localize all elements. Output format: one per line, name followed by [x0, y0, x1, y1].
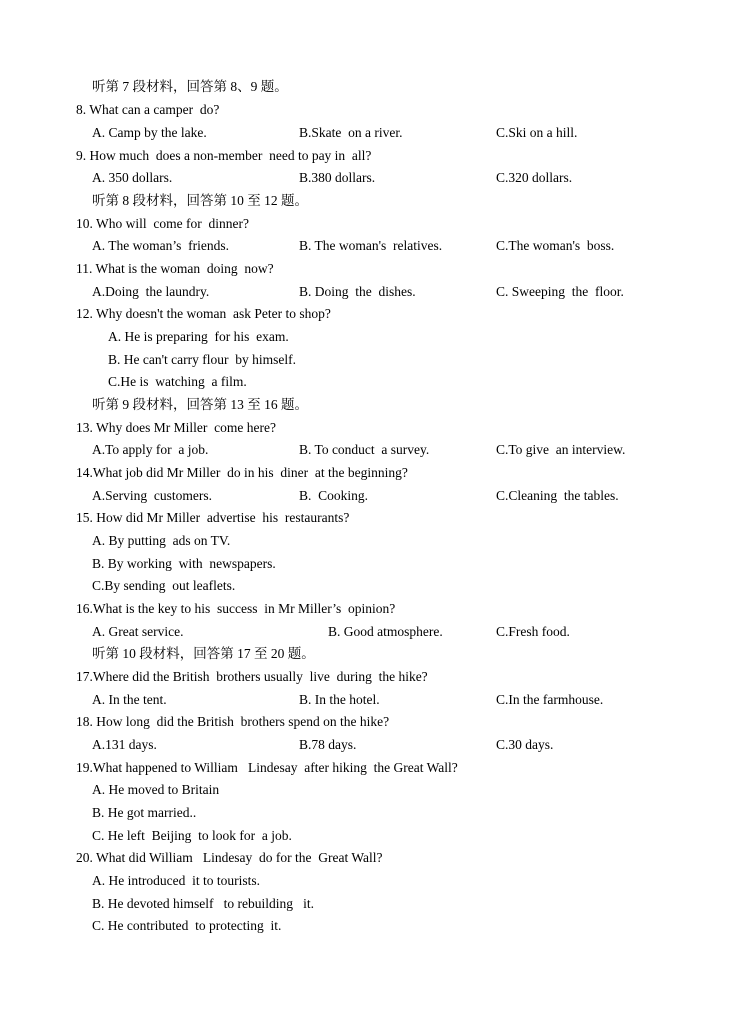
question-11-option-b: B. Doing the dishes.: [299, 284, 416, 299]
question-15-option-a: A. By putting ads on TV.: [92, 533, 231, 548]
question-10-option-c: C.The woman's boss.: [496, 238, 615, 253]
question-20-stem: 20. What did William Lindesay do for the Great Wall?: [76, 850, 383, 865]
question-14-stem: 14.What job did Mr Miller do in his diner at the beginning?: [76, 465, 408, 480]
section-header-9: 听第 9 段材料，回答第 13 至 16 题。: [92, 397, 308, 412]
question-18-option-c: C.30 days.: [496, 737, 554, 752]
question-15-option-b: B. By working with newspapers.: [92, 556, 276, 571]
question-14-option-c: C.Cleaning the tables.: [496, 488, 619, 503]
question-9-option-c: C.320 dollars.: [496, 170, 573, 185]
question-11-stem: 11. What is the woman doing now?: [76, 261, 274, 276]
question-9-stem: 9. How much does a non-member need to pay in all?: [76, 148, 372, 163]
question-19-stem: 19.What happened to William Lindesay after hiking the Great Wall?: [76, 760, 458, 775]
question-8-option-b: B.Skate on a river.: [299, 125, 403, 140]
question-19-option-b: B. He got married..: [92, 805, 197, 820]
question-19-option-a: A. He moved to Britain: [92, 782, 220, 797]
question-17-stem: 17.Where did the British brothers usually live during the hike?: [76, 669, 428, 684]
question-19-option-c: C. He left Beijing to look for a job.: [92, 828, 292, 843]
question-16-option-a: A. Great service.: [92, 624, 184, 639]
question-18-option-b: B.78 days.: [299, 737, 357, 752]
question-15-stem: 15. How did Mr Miller advertise his restaurants?: [76, 510, 350, 525]
question-20-option-a: A. He introduced it to tourists.: [92, 873, 260, 888]
question-16-stem: 16.What is the key to his success in Mr Miller’s opinion?: [76, 601, 396, 616]
question-13-option-a: A.To apply for a job.: [92, 442, 209, 457]
question-16-option-b: B. Good atmosphere.: [328, 624, 443, 639]
question-14-option-b: B. Cooking.: [299, 488, 369, 503]
question-17-option-c: C.In the farmhouse.: [496, 692, 604, 707]
question-12-option-b: B. He can't carry flour by himself.: [108, 352, 296, 367]
question-17-option-a: A. In the tent.: [92, 692, 167, 707]
question-20-option-b: B. He devoted himself to rebuilding it.: [92, 896, 314, 911]
question-17-option-b: B. In the hotel.: [299, 692, 380, 707]
question-8-option-a: A. Camp by the lake.: [92, 125, 207, 140]
question-13-stem: 13. Why does Mr Miller come here?: [76, 420, 276, 435]
question-8-stem: 8. What can a camper do?: [76, 102, 220, 117]
question-12-stem: 12. Why doesn't the woman ask Peter to shop?: [76, 306, 331, 321]
question-9-option-b: B.380 dollars.: [299, 170, 376, 185]
question-9-option-a: A. 350 dollars.: [92, 170, 173, 185]
question-11-option-a: A.Doing the laundry.: [92, 284, 210, 299]
question-14-option-a: A.Serving customers.: [92, 488, 212, 503]
question-11-option-c: C. Sweeping the floor.: [496, 284, 624, 299]
question-18-option-a: A.131 days.: [92, 737, 157, 752]
question-10-option-b: B. The woman's relatives.: [299, 238, 443, 253]
question-12-option-a: A. He is preparing for his exam.: [108, 329, 289, 344]
question-16-option-c: C.Fresh food.: [496, 624, 570, 639]
question-15-option-c: C.By sending out leaflets.: [92, 578, 236, 593]
section-header-7: 听第 7 段材料，回答第 8、9 题。: [92, 79, 288, 94]
question-20-option-c: C. He contributed to protecting it.: [92, 918, 282, 933]
section-header-8: 听第 8 段材料，回答第 10 至 12 题。: [92, 193, 308, 208]
question-10-stem: 10. Who will come for dinner?: [76, 216, 249, 231]
question-12-option-c: C.He is watching a film.: [108, 374, 247, 389]
question-13-option-b: B. To conduct a survey.: [299, 442, 430, 457]
question-18-stem: 18. How long did the British brothers spend on the hike?: [76, 714, 390, 729]
section-header-10: 听第 10 段材料，回答第 17 至 20 题。: [92, 646, 315, 661]
question-8-option-c: C.Ski on a hill.: [496, 125, 578, 140]
question-10-option-a: A. The woman’s friends.: [92, 238, 229, 253]
question-13-option-c: C.To give an interview.: [496, 442, 626, 457]
